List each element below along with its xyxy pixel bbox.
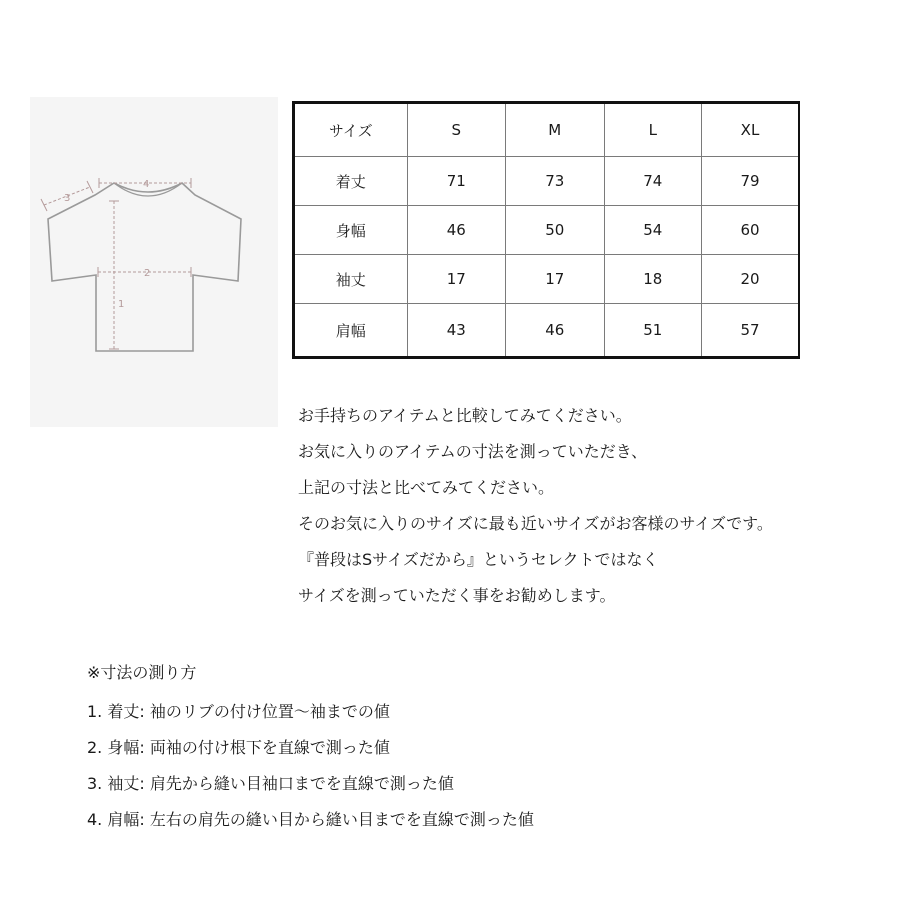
length-label: 1 xyxy=(118,299,125,310)
size-table xyxy=(292,101,800,359)
table-row xyxy=(294,157,800,206)
intro-text xyxy=(298,398,918,614)
table-cell: 74 xyxy=(604,157,701,206)
row-label: 身幅 xyxy=(294,206,408,255)
tshirt-outline-icon xyxy=(30,97,278,427)
table-cell: 20 xyxy=(701,255,799,304)
method-item: 2. 身幅: 両袖の付け根下を直線で測った値 xyxy=(87,738,390,757)
header-cell: S xyxy=(407,103,505,157)
intro-line: 上記の寸法と比べてみてください。 xyxy=(298,478,555,497)
row-label: 着丈 xyxy=(294,157,408,206)
method-item: 4. 肩幅: 左右の肩先の縫い目から縫い目までを直線で測った値 xyxy=(87,810,534,829)
table-cell: 57 xyxy=(701,304,799,358)
sleeve-label: 3 xyxy=(64,193,71,204)
method-title: ※寸法の測り方 xyxy=(87,663,197,682)
intro-line: そのお気に入りのサイズに最も近いサイズがお客様のサイズです。 xyxy=(298,514,773,533)
tshirt-diagram xyxy=(30,97,278,427)
row-label: 肩幅 xyxy=(294,304,408,358)
table-cell: 43 xyxy=(407,304,505,358)
table-cell: 51 xyxy=(604,304,701,358)
table-cell: 46 xyxy=(407,206,505,255)
table-cell: 50 xyxy=(506,206,604,255)
table-cell: 18 xyxy=(604,255,701,304)
table-cell: 46 xyxy=(506,304,604,358)
table-cell: 71 xyxy=(407,157,505,206)
row-label: 袖丈 xyxy=(294,255,408,304)
table-cell: 73 xyxy=(506,157,604,206)
table-cell: 17 xyxy=(407,255,505,304)
table-row xyxy=(294,255,800,304)
intro-line: サイズを測っていただく事をお勧めします。 xyxy=(298,586,616,605)
table-row xyxy=(294,304,800,358)
header-cell: M xyxy=(506,103,604,157)
table-header-row xyxy=(294,103,800,157)
header-cell: XL xyxy=(701,103,799,157)
header-cell: L xyxy=(604,103,701,157)
table-cell: 79 xyxy=(701,157,799,206)
table-row xyxy=(294,206,800,255)
intro-line: お手持ちのアイテムと比較してみてください。 xyxy=(298,406,632,425)
shoulder-label: 4 xyxy=(143,179,150,190)
header-cell: サイズ xyxy=(294,103,408,157)
method-item: 1. 着丈: 袖のリブの付け位置〜袖までの値 xyxy=(87,702,390,721)
table-cell: 54 xyxy=(604,206,701,255)
method-list xyxy=(87,694,534,838)
intro-line: お気に入りのアイテムの寸法を測っていただき、 xyxy=(298,442,648,461)
table-cell: 60 xyxy=(701,206,799,255)
table-cell: 17 xyxy=(506,255,604,304)
intro-line: 『普段はSサイズだから』というセレクトではなく xyxy=(298,550,659,569)
chest-label: 2 xyxy=(144,268,151,279)
method-item: 3. 袖丈: 肩先から縫い目袖口までを直線で測った値 xyxy=(87,774,454,793)
